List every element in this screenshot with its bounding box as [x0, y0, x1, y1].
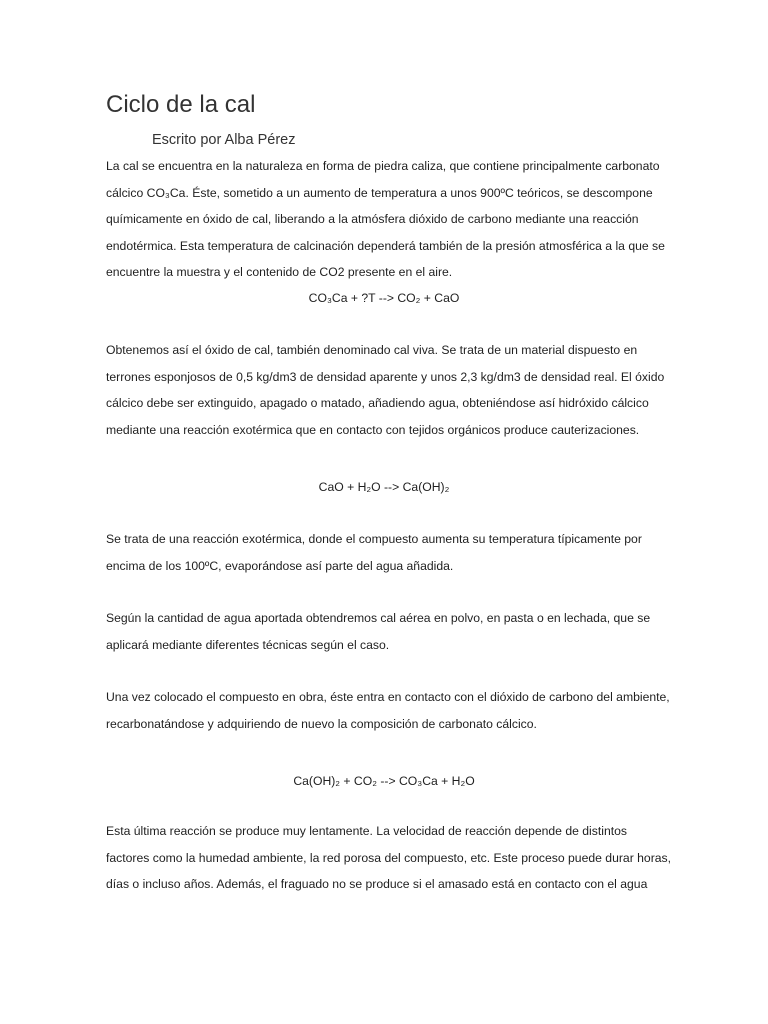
text-line: La cal se encuentra en la naturaleza en forma de piedra caliza, que contiene principalmente carbonato	[106, 159, 660, 173]
text-line: días o incluso años. Además, el fraguado no se produce si el amasado está en contacto con el agua	[106, 877, 648, 891]
text-line: Obtenemos así el óxido de cal, también denominado cal viva. Se trata de un material dispuesto en	[106, 343, 638, 357]
text-line: recarbonatándose y adquiriendo de nuevo la composición de carbonato cálcico.	[106, 716, 537, 731]
equation-carbonation: Ca(OH)₂ + CO₂ --> CO₃Ca + H₂O	[293, 774, 475, 788]
text-line: encima de los 100ºC, evaporándose así parte del agua añadida.	[106, 558, 454, 573]
text-line: químicamente en óxido de cal, liberando a la atmósfera dióxido de carbono mediante una reacción	[106, 212, 639, 226]
text-line: mediante una reacción exotérmica que en contacto con tejidos orgánicos produce cauterizaciones.	[106, 422, 640, 437]
paragraph-exothermic	[106, 526, 666, 579]
paragraph-intro	[106, 153, 666, 286]
text-line: encuentre la muestra y el contenido de CO2 presente en el aire.	[106, 265, 453, 279]
paragraph-water-amount	[106, 605, 666, 658]
text-line: Se trata de una reacción exotérmica, donde el compuesto aumenta su temperatura típicamente por	[106, 532, 642, 546]
text-line: Una vez colocado el compuesto en obra, éste entra en contacto con el dióxido de carbono del ambiente,	[106, 690, 670, 704]
paragraph-cal-viva	[106, 337, 666, 443]
text-line: aplicará mediante diferentes técnicas según el caso.	[106, 637, 390, 652]
text-line: Esta última reacción se produce muy lentamente. La velocidad de reacción depende de distintos	[106, 824, 627, 838]
paragraph-recarbonation	[106, 684, 670, 737]
text-line: cálcico CO₃Ca. Éste, sometido a un aumento de temperatura a unos 900ºC teóricos, se descompone	[106, 185, 653, 200]
text-line: factores como la humedad ambiente, la red porosa del compuesto, etc. Este proceso puede durar horas,	[106, 850, 672, 865]
text-line: terrones esponjosos de 0,5 kg/dm3 de densidad aparente y unos 2,3 kg/dm3 de densidad real. El óxido	[106, 369, 665, 384]
text-line: endotérmica. Esta temperatura de calcinación dependerá también de la presión atmosférica a la que se	[106, 238, 665, 253]
equation-calcination: CO₃Ca + ?T --> CO₂ + CaO	[308, 291, 460, 305]
page-title: Ciclo de la cal	[106, 91, 256, 118]
paragraph-reaction-speed	[106, 818, 672, 898]
text-line: cálcico debe ser extinguido, apagado o matado, añadiendo agua, obteniéndose así hidróxido cálcico	[106, 396, 649, 410]
equation-slaking: CaO + H₂O --> Ca(OH)₂	[318, 480, 450, 494]
author-byline: Escrito por Alba Pérez	[152, 132, 296, 148]
text-line: Según la cantidad de agua aportada obtendremos cal aérea en polvo, en pasta o en lechada, que se	[106, 611, 651, 625]
